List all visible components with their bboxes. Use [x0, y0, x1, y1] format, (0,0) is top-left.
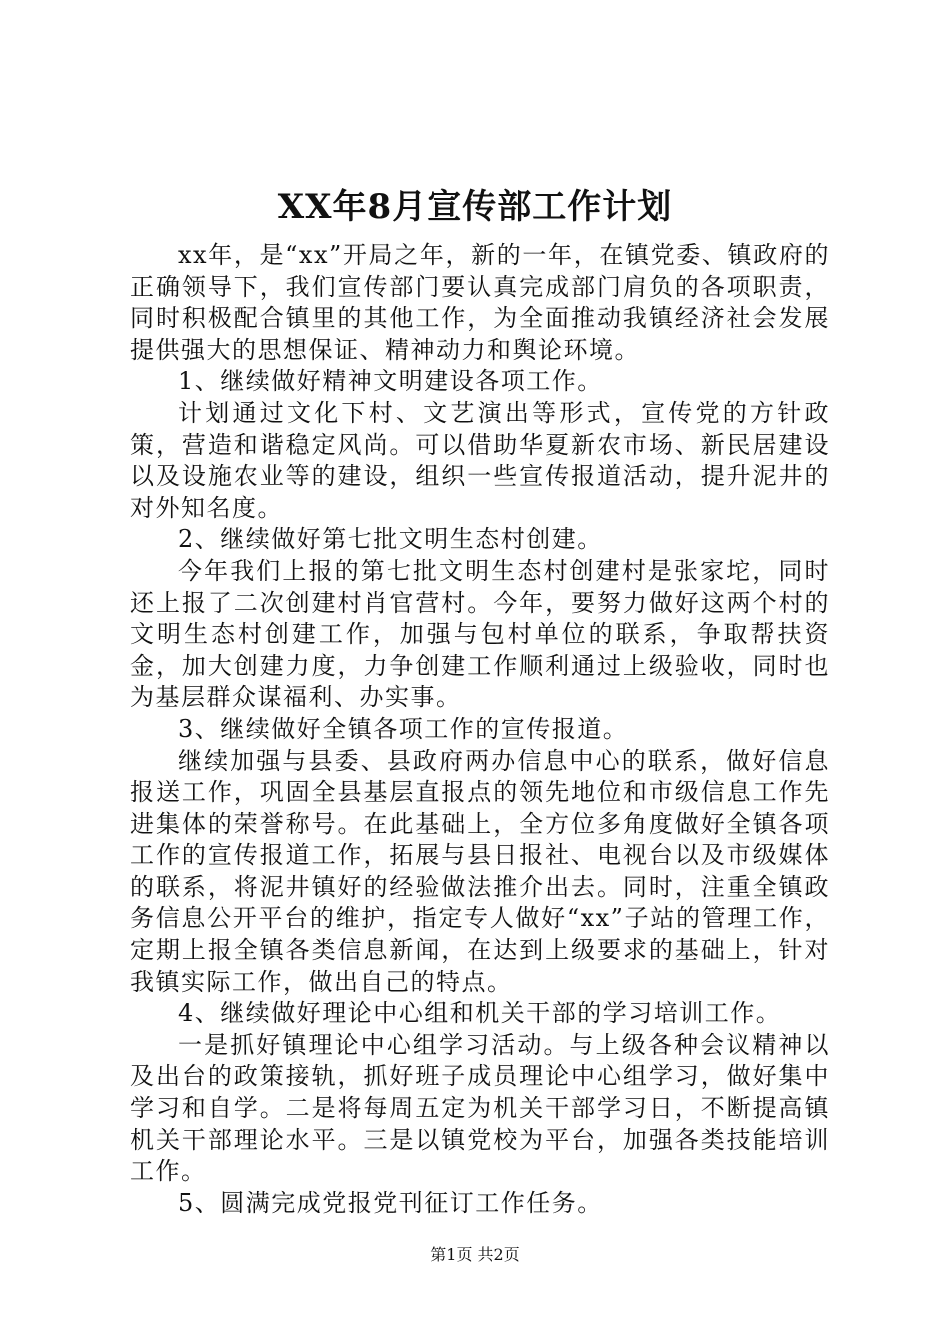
section-heading-1: 1、继续做好精神文明建设各项工作。 [178, 367, 603, 396]
paragraph-section-1: 计划通过文化下村、文艺演出等形式，宣传党的方针政策，营造和谐稳定风尚。可以借助华夏新农市场、新民居建设以及设施农业等的建设，组织一些宣传报道活动，提升泥井的对外知名度。 [130, 398, 830, 522]
section-heading-4: 4、继续做好理论中心组和机关干部的学习培训工作。 [178, 999, 782, 1028]
section-heading-3: 3、继续做好全镇各项工作的宣传报道。 [178, 714, 629, 743]
document-title: XX年8月宣传部工作计划 [277, 187, 673, 227]
section-heading-2: 2、继续做好第七批文明生态村创建。 [178, 525, 603, 554]
paragraph-section-2: 今年我们上报的第七批文明生态村创建村是张家坨，同时还上报了二次创建村肖官营村。今年，要努力做好这两个村的文明生态村创建工作，加强与包村单位的联系，争取帮扶资金，加大创建力度，力争创建工作顺利通过上级验收，同时也为基层群众谋福利、办实事。 [130, 556, 830, 712]
page-footer: 第1页 共2页 [430, 1245, 520, 1264]
paragraph-section-3: 继续加强与县委、县政府两办信息中心的联系，做好信息报送工作，巩固全县基层直报点的领先地位和市级信息工作先进集体的荣誉称号。在此基础上，全方位多角度做好全镇各项工作的宣传报道工作，拓展与县日报社、电视台以及市级媒体的联系，将泥井镇好的经验做法推介出去。同时，注重全镇政务信息公开平台的维护，指定专人做好“xx”子站的管理工作，定期上报全镇各类信息新闻，在达到上级要求的基础上，针对我镇实际工作，做出自己的特点。 [130, 746, 830, 996]
section-heading-5: 5、圆满完成党报党刊征订工作任务。 [178, 1188, 603, 1217]
paragraph-section-4: 一是抓好镇理论中心组学习活动。与上级各种会议精神以及出台的政策接轨，抓好班子成员理论中心组学习，做好集中学习和自学。二是将每周五定为机关干部学习日，不断提高镇机关干部理论水平。三是以镇党校为平台，加强各类技能培训工作。 [130, 1030, 830, 1186]
document-body [130, 240, 830, 1219]
paragraph-intro: xx年，是“xx”开局之年，新的一年，在镇党委、镇政府的正确领导下，我们宣传部门要认真完成部门肩负的各项职责，同时积极配合镇里的其他工作，为全面推动我镇经济社会发展提供强大的思想保证、精神动力和舆论环境。 [130, 241, 830, 364]
